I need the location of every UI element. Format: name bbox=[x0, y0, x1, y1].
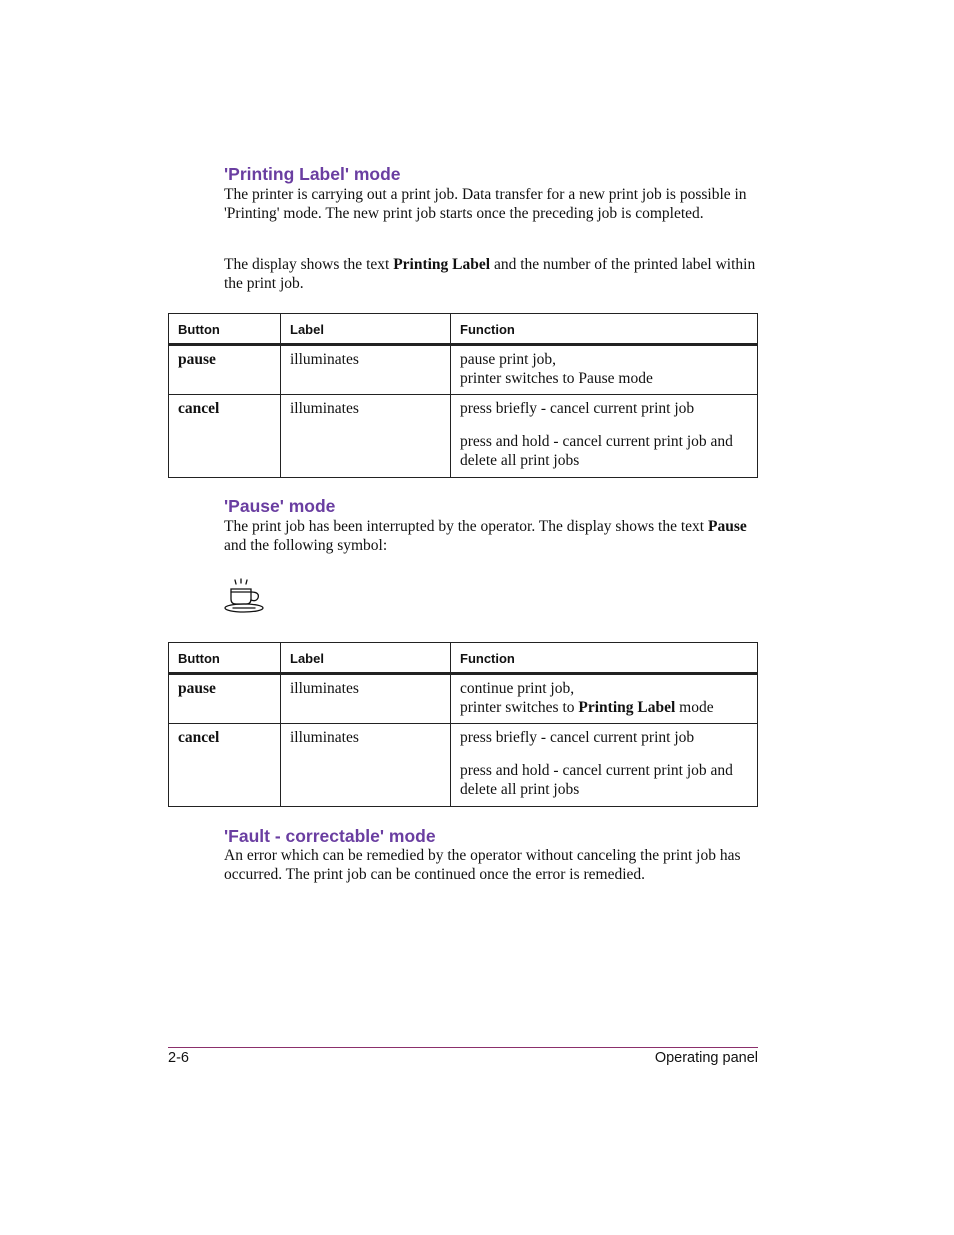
printing-mode-table bbox=[168, 313, 758, 478]
pause-mode-heading: 'Pause' mode bbox=[224, 496, 336, 516]
footer-divider bbox=[168, 1047, 758, 1048]
chapter-title: Operating panel bbox=[654, 1050, 758, 1066]
fault-mode-heading: 'Fault - correctable' mode bbox=[224, 826, 436, 846]
pause-mode-description: The print job has been interrupted by the operator. The display shows the text Pause and the following symbol: bbox=[224, 518, 747, 554]
printing-mode-description: The printer is carrying out a print job. Data transfer for a new print job is possible in 'Printing' mode. The new print job starts once the preceding job is completed. bbox=[224, 186, 747, 222]
column-header-button: Button bbox=[169, 643, 281, 674]
column-header-label: Label bbox=[281, 314, 451, 345]
button-cell: pause bbox=[169, 345, 281, 395]
label-cell: illuminates bbox=[281, 345, 451, 395]
printing-mode-display-text: The display shows the text Printing Label and the number of the printed label within the print job. bbox=[224, 256, 756, 292]
table-row bbox=[169, 724, 758, 806]
function-cell: continue print job, printer switches to Printing Label mode bbox=[451, 674, 758, 724]
column-header-function: Function bbox=[451, 643, 758, 674]
function-cell: pause print job, printer switches to Pause mode bbox=[451, 345, 758, 395]
label-cell: illuminates bbox=[281, 724, 451, 806]
label-cell: illuminates bbox=[281, 395, 451, 477]
pause-mode-table bbox=[168, 642, 758, 807]
function-cell: press briefly - cancel current print job press and hold - cancel current print job and delete all print jobs bbox=[451, 395, 758, 477]
fault-mode-description: An error which can be remedied by the operator without canceling the print job has occurred. The print job can be continued once the error is remedied. bbox=[224, 847, 741, 883]
table-row bbox=[169, 345, 758, 395]
printing-mode-heading: 'Printing Label' mode bbox=[224, 164, 401, 184]
column-header-label: Label bbox=[281, 643, 451, 674]
page-number: 2-6 bbox=[168, 1050, 189, 1066]
label-cell: illuminates bbox=[281, 674, 451, 724]
column-header-button: Button bbox=[169, 314, 281, 345]
column-header-function: Function bbox=[451, 314, 758, 345]
table-row bbox=[169, 395, 758, 477]
button-cell: cancel bbox=[169, 724, 281, 806]
function-cell: press briefly - cancel current print job press and hold - cancel current print job and delete all print jobs bbox=[451, 724, 758, 806]
button-cell: pause bbox=[169, 674, 281, 724]
coffee-cup-icon bbox=[224, 578, 266, 614]
table-row bbox=[169, 674, 758, 724]
button-cell: cancel bbox=[169, 395, 281, 477]
